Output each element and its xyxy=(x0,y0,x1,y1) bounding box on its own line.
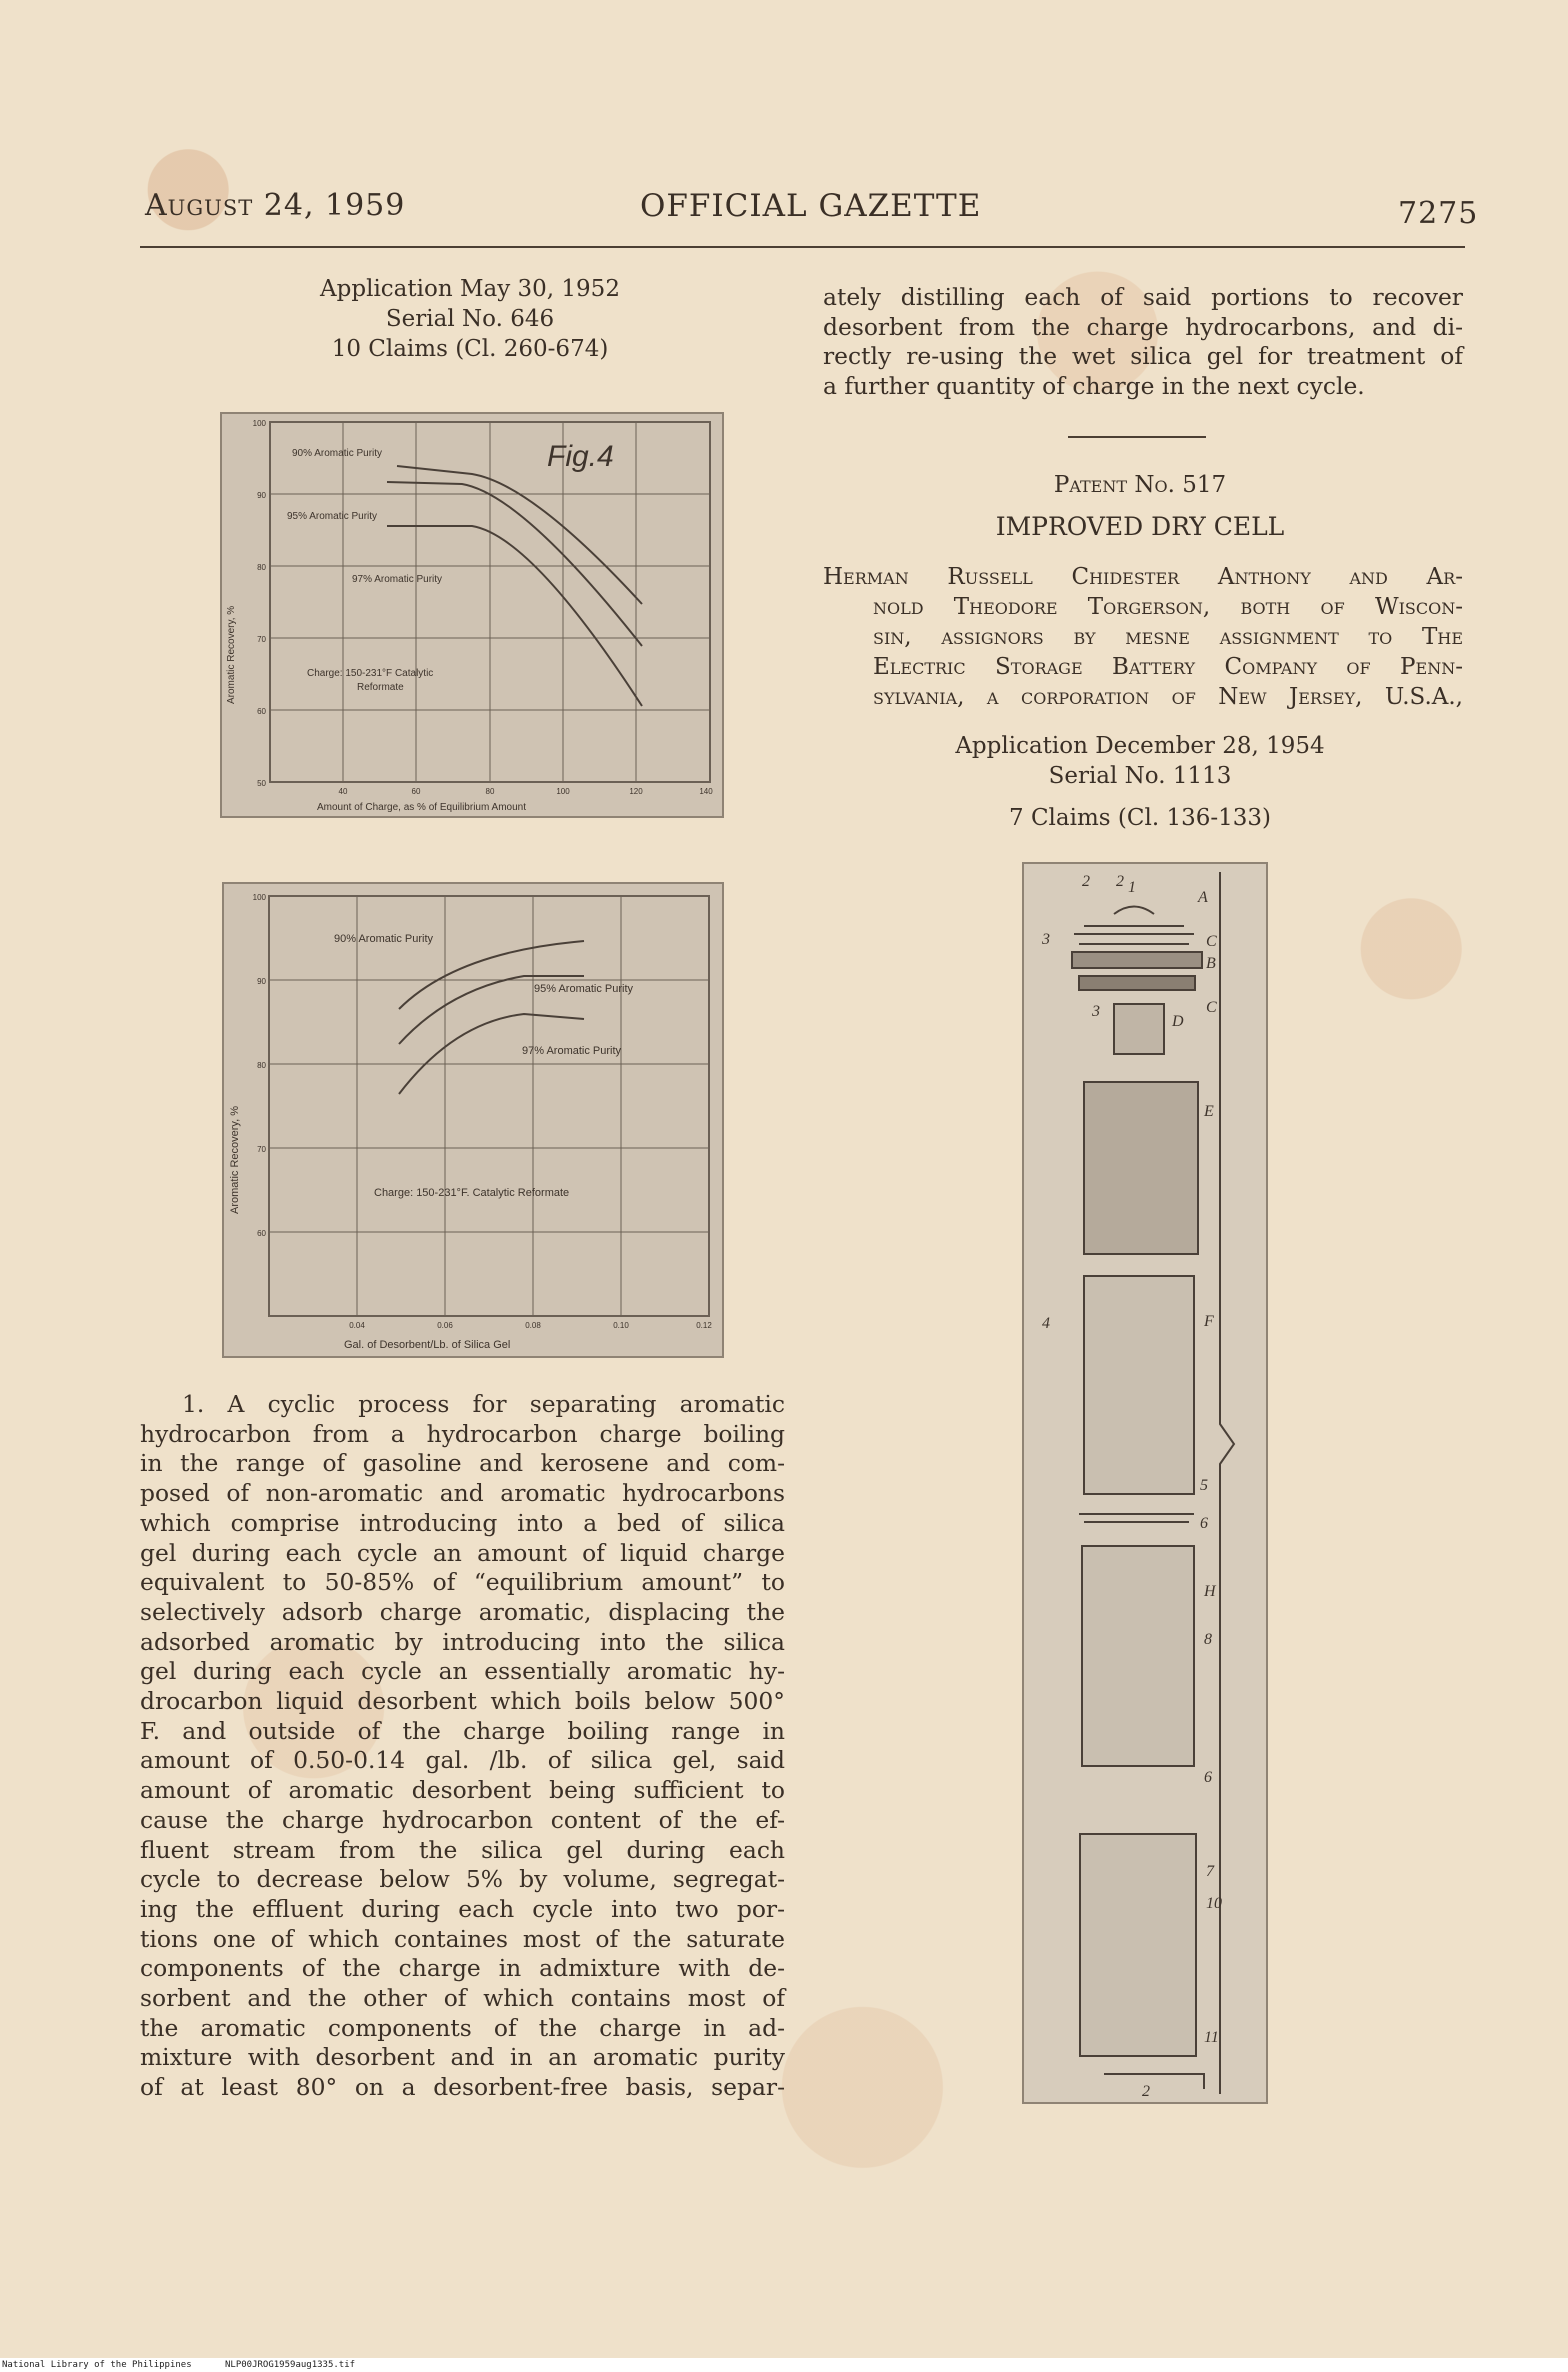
claim-line: which comprise introducing into a bed of silica xyxy=(140,1508,785,1537)
cell-label: 2 xyxy=(1116,873,1124,890)
figure-4-xtick: 60 xyxy=(411,787,421,796)
right-claims: 7 Claims (Cl. 136-133) xyxy=(1009,805,1271,831)
patent-number-text: Patent No. 517 xyxy=(1053,472,1227,498)
figure-desorbent-ytick: 80 xyxy=(257,1061,266,1070)
claim-line: drocarbon liquid desorbent which boils below 500° xyxy=(140,1687,785,1716)
figure-4-series-97: 97% Aromatic Purity xyxy=(352,574,443,585)
header-rule xyxy=(140,246,1465,248)
figure-4-series-90: 90% Aromatic Purity xyxy=(292,448,383,459)
figure-4-ytick: 90 xyxy=(257,491,266,500)
cell-label: 6 xyxy=(1200,1515,1208,1532)
figure-desorbent-svg xyxy=(224,884,722,1356)
right-serial-number: Serial No. 1113 xyxy=(1048,763,1232,789)
header-date-text: August 24, 1959 xyxy=(145,188,406,223)
cell-cap xyxy=(1114,907,1154,915)
figure-4-xtick: 100 xyxy=(556,787,570,796)
left-application-date: Application May 30, 1952 xyxy=(320,276,620,302)
claim-line: amount of aromatic desorbent being sufficient to xyxy=(140,1776,785,1805)
claim-line: posed of non-aromatic and aromatic hydrocarbons xyxy=(140,1479,785,1508)
figure-4-note-line1: Charge: 150-231°F Catalytic xyxy=(307,668,434,679)
figure-desorbent-ytick: 100 xyxy=(252,893,266,902)
figure-desorbent-xtick: 0.10 xyxy=(613,1321,629,1330)
cell-label: 7 xyxy=(1206,1863,1214,1880)
footer-library: National Library of the Philippines xyxy=(2,2360,192,2370)
figure-4-ytick: 50 xyxy=(257,779,266,788)
claim-line: 1. A cyclic process for separating aromatic xyxy=(182,1390,785,1418)
claim-line: adsorbed aromatic by introducing into the silica xyxy=(140,1627,785,1656)
cell-label: F xyxy=(1204,1313,1214,1330)
cell-label: 3 xyxy=(1042,931,1050,948)
claim-line: fluent stream from the silica gel during each xyxy=(140,1835,785,1864)
figure-4-chart xyxy=(220,412,724,818)
claim-line: sorbent and the other of which contains most of xyxy=(140,1984,785,2013)
inventor-line: sin, assignors by mesne assignment to The xyxy=(873,624,1463,650)
figure-desorbent-series-90: 90% Aromatic Purity xyxy=(334,933,434,945)
left-serial-number: Serial No. 646 xyxy=(385,306,555,332)
cell-label: 3 xyxy=(1092,1003,1100,1020)
figure-4-ylabel: Aromatic Recovery, % xyxy=(226,605,237,704)
dry-cell-drawing xyxy=(1022,862,1268,2104)
figure-desorbent-xtick: 0.04 xyxy=(349,1321,365,1330)
inventor-line: Herman Russell Chidester Anthony and Ar- xyxy=(823,564,1463,590)
figure-4-label: Fig.4 xyxy=(547,440,614,473)
figure-4-ytick: 100 xyxy=(252,419,266,428)
claim-line: components of the charge in admixture with de- xyxy=(140,1954,785,1983)
cell-label: 10 xyxy=(1206,1895,1222,1912)
inventor-line: nold Theodore Torgerson, both of Wiscon- xyxy=(873,594,1463,620)
cell-label: E xyxy=(1204,1103,1214,1120)
figure-4-ytick: 70 xyxy=(257,635,266,644)
cell-label: 8 xyxy=(1204,1631,1212,1648)
claim-line: selectively adsorb charge aromatic, displacing the xyxy=(140,1597,785,1626)
continuation-line: ately distilling each of said portions to recover xyxy=(823,283,1463,311)
figure-desorbent-xtick: 0.12 xyxy=(696,1321,712,1330)
figure-desorbent-xtick: 0.06 xyxy=(437,1321,453,1330)
cell-label: D xyxy=(1172,1013,1184,1030)
cell-label: H xyxy=(1204,1583,1216,1600)
patent-number xyxy=(900,470,1380,500)
figure-4-xtick: 80 xyxy=(485,787,495,796)
claim-line: tions one of which containes most of the saturate xyxy=(140,1924,785,1953)
cell-label: 2 xyxy=(1082,873,1090,890)
header-page-number: 7275 xyxy=(1398,196,1479,231)
figure-4-svg xyxy=(222,414,722,816)
figure-4-xtick: 120 xyxy=(629,787,643,796)
left-claim-text xyxy=(140,1390,785,2103)
figure-desorbent-ylabel: Aromatic Recovery, % xyxy=(229,1106,241,1214)
cell-label: B xyxy=(1206,955,1216,972)
figure-desorbent-xlabel: Gal. of Desorbent/Lb. of Silica Gel xyxy=(344,1339,511,1351)
claim-line: cycle to decrease below 5% by volume, segregat- xyxy=(140,1865,785,1894)
claim-line: amount of 0.50-0.14 gal. /lb. of silica gel, said xyxy=(140,1746,785,1775)
header-date xyxy=(145,188,405,223)
inventor-line: Electric Storage Battery Company of Penn- xyxy=(873,654,1463,680)
continuation-line: rectly re-using the wet silica gel for treatment of xyxy=(823,342,1463,371)
section-divider xyxy=(1068,436,1206,438)
figure-4-series-95: 95% Aromatic Purity xyxy=(287,511,378,522)
claim-line: gel during each cycle an amount of liquid charge xyxy=(140,1538,785,1567)
figure-desorbent-ytick: 60 xyxy=(257,1229,266,1238)
figure-4-note-line2: Reformate xyxy=(357,682,404,693)
right-application-block xyxy=(880,731,1400,833)
cell-label: C xyxy=(1206,933,1217,950)
header-title: OFFICIAL GAZETTE xyxy=(640,188,982,224)
dry-cell-svg xyxy=(1024,864,1266,2102)
left-claims: 10 Claims (Cl. 260-674) xyxy=(331,336,609,362)
figure-desorbent-note: Charge: 150-231°F. Catalytic Reformate xyxy=(374,1187,570,1199)
figure-4-ytick: 60 xyxy=(257,707,266,716)
cell-label: C xyxy=(1206,999,1217,1016)
figure-desorbent-chart xyxy=(222,882,724,1358)
claim-line: gel during each cycle an essentially aromatic hy- xyxy=(140,1657,785,1686)
right-application-date: Application December 28, 1954 xyxy=(955,733,1325,759)
claim-line: cause the charge hydrocarbon content of the ef- xyxy=(140,1805,785,1834)
cell-label: 2 xyxy=(1142,2083,1150,2100)
patent-title: IMPROVED DRY CELL xyxy=(995,512,1285,541)
cell-label: 5 xyxy=(1200,1477,1208,1494)
figure-desorbent-ytick: 70 xyxy=(257,1145,266,1154)
inventor-block xyxy=(823,562,1463,712)
figure-desorbent-series-97: 97% Aromatic Purity xyxy=(522,1045,622,1057)
cell-label: A xyxy=(1198,889,1208,906)
continuation-line: desorbent from the charge hydrocarbons, and di- xyxy=(823,312,1463,341)
footer-filename: NLP00JROG1959aug1335.tif xyxy=(225,2360,356,2370)
claim-line: the aromatic components of the charge in ad- xyxy=(140,2013,785,2042)
left-application-block xyxy=(250,274,690,364)
cell-label: 6 xyxy=(1204,1769,1212,1786)
figure-4-ytick: 80 xyxy=(257,563,266,572)
claim-line: mixture with desorbent and in an aromatic purity xyxy=(140,2043,785,2072)
claim-line: ing the effluent during each cycle into two por- xyxy=(140,1894,785,1923)
cell-label: 4 xyxy=(1042,1315,1050,1332)
figure-desorbent-xtick: 0.08 xyxy=(525,1321,541,1330)
inventor-line: sylvania, a corporation of New Jersey, U.S.A., xyxy=(873,684,1463,710)
scan-footer xyxy=(0,2358,1568,2372)
claim-line: F. and outside of the charge boiling range in xyxy=(140,1716,785,1745)
figure-4-xtick: 140 xyxy=(699,787,713,796)
cell-label: 11 xyxy=(1204,2029,1219,2046)
figure-4-xlabel: Amount of Charge, as % of Equilibrium Amount xyxy=(317,802,526,813)
figure-desorbent-series-95: 95% Aromatic Purity xyxy=(534,983,634,995)
claim-line: in the range of gasoline and kerosene and com- xyxy=(140,1449,785,1478)
figure-desorbent-ytick: 90 xyxy=(257,977,266,986)
cell-label: 1 xyxy=(1128,879,1136,896)
claim-line: hydrocarbon from a hydrocarbon charge boiling xyxy=(140,1419,785,1448)
right-continuation-text xyxy=(823,283,1463,402)
claim-line: equivalent to 50-85% of “equilibrium amount” to xyxy=(140,1568,785,1597)
claim-line: of at least 80° on a desorbent-free basis, separ- xyxy=(140,2073,785,2102)
figure-4-xtick: 40 xyxy=(338,787,348,796)
continuation-line: a further quantity of charge in the next cycle. xyxy=(823,372,1365,401)
